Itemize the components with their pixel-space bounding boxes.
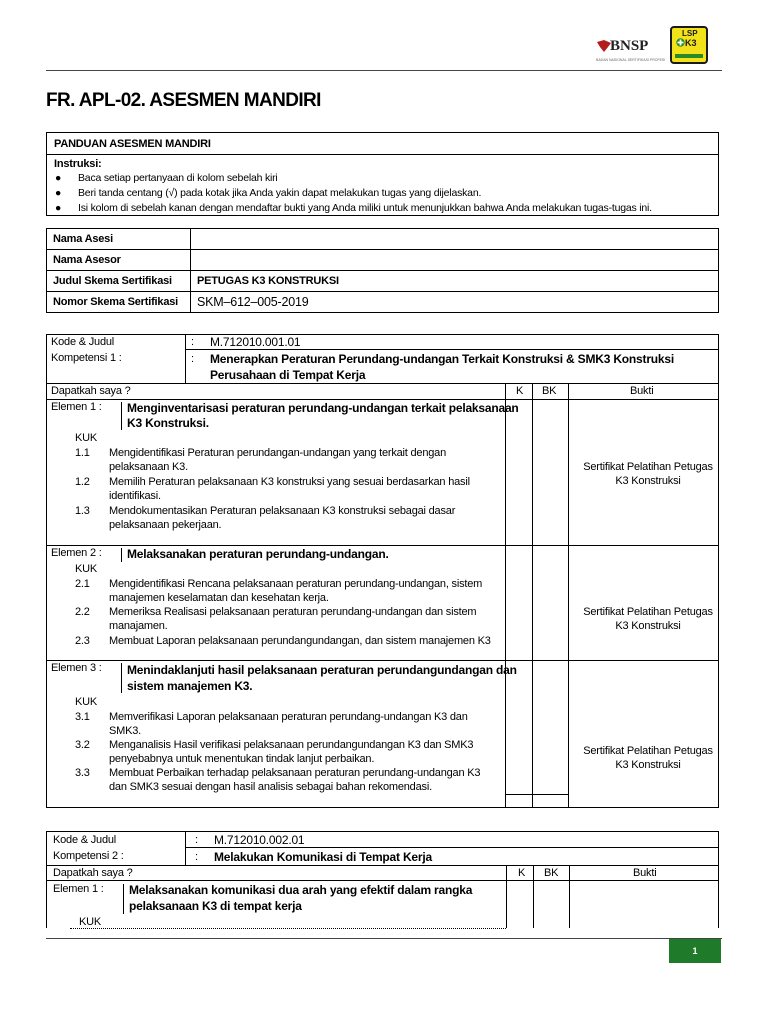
nomor-skema-label: Nomor Skema Sertifikasi <box>47 292 191 313</box>
panduan-heading: PANDUAN ASESMEN MANDIRI <box>47 133 718 155</box>
divider <box>46 383 719 384</box>
elemen-3-label: Elemen 3 : <box>51 662 102 674</box>
unit-2-elemen-1-line1: Melaksanakan komunikasi dua arah yang efektif dalam rangka <box>129 883 473 897</box>
kuk-label: KUK <box>75 696 98 708</box>
bukti-text: Sertifikat Pelatihan Petugas <box>583 745 713 757</box>
col-bukti: Bukti <box>630 385 654 397</box>
divider <box>46 831 719 832</box>
identitas-table <box>46 228 719 313</box>
unit-kompetensi-1 <box>46 334 719 808</box>
divider <box>46 660 719 661</box>
kuk-number: 1.3 <box>75 505 90 517</box>
kuk-text: pelaksanaan K3. <box>109 461 188 473</box>
kuk-number: 2.2 <box>75 606 90 618</box>
kuk-label: KUK <box>79 916 102 928</box>
bk-checkbox[interactable] <box>533 545 568 660</box>
kuk-text: Memilih Peraturan pelaksanaan K3 konstruksi yang sesuai berdasarkan hasil <box>109 476 470 488</box>
nama-asesi-label: Nama Asesi <box>47 229 191 250</box>
nama-asesor-label: Nama Asesor <box>47 250 191 271</box>
judul-skema-label: Judul Skema Sertifikasi <box>47 271 191 292</box>
kuk-number: 2.1 <box>75 578 90 590</box>
elemen-1-label: Elemen 1 : <box>51 401 102 413</box>
bukti-text: Sertifikat Pelatihan Petugas <box>583 606 713 618</box>
kompetensi-1-label: Kompetensi 1 : <box>51 352 122 364</box>
col-k: K <box>516 385 524 397</box>
elemen-3-title-line1: Menindaklanjuti hasil pelaksanaan peraturan perundangundangan dan <box>127 663 517 677</box>
divider <box>505 794 568 795</box>
colon: : <box>195 834 198 846</box>
bnsp-logo-subtitle: BADAN NASIONAL SERTIFIKASI PROFESI <box>596 58 666 62</box>
lsp-logo-bar <box>675 54 703 58</box>
divider <box>46 399 719 400</box>
kuk-text: Menganalisis Hasil verifikasi pelaksanaan perundangundangan K3 dan SMK3 <box>109 739 474 751</box>
bk-checkbox[interactable] <box>534 880 569 928</box>
kuk-text: Mengidentifikasi Rencana pelaksanaan peraturan perundang-undangan, sistem <box>109 578 483 590</box>
unit-1-title-line2: Perusahaan di Tempat Kerja <box>210 368 366 382</box>
nama-asesi-field[interactable] <box>191 229 719 250</box>
col-bukti: Bukti <box>633 867 657 879</box>
unit-2-code: M.712010.002.01 <box>214 833 305 847</box>
kuk-text: SMK3. <box>109 725 142 737</box>
kuk-number: 3.1 <box>75 711 90 723</box>
k-checkbox[interactable] <box>505 660 533 794</box>
divider <box>70 928 506 930</box>
bk-checkbox[interactable] <box>533 399 568 545</box>
elemen-1-title-line2: K3 Konstruksi. <box>127 416 209 430</box>
bk-checkbox[interactable] <box>533 660 568 794</box>
kode-judul-label: Kode & Judul <box>53 834 117 846</box>
page-number: 1 <box>669 939 721 963</box>
kode-judul-label: Kode & Judul <box>51 336 115 348</box>
instruksi-text: Baca setiap pertanyaan di kolom sebelah kiri <box>78 172 278 184</box>
divider <box>121 663 122 693</box>
kuk-number: 1.2 <box>75 476 90 488</box>
instruksi-item: ● Beri tanda centang (√) pada kotak jika Anda yakin dapat melakukan tugas yang dijelaskan. <box>55 187 482 199</box>
divider <box>121 548 122 562</box>
table-row <box>47 271 719 292</box>
kuk-text: Memverifikasi Laporan pelaksanaan peraturan perundang-undangan K3 dan <box>109 711 468 723</box>
kuk-label: KUK <box>75 432 98 444</box>
unit-1-code: M.712010.001.01 <box>210 335 301 349</box>
divider <box>46 545 719 546</box>
divider <box>185 847 719 848</box>
kuk-label: KUK <box>75 563 98 575</box>
unit-2-title: Melakukan Komunikasi di Tempat Kerja <box>214 850 432 864</box>
divider <box>185 831 186 865</box>
col-dapatkah: Dapatkah saya ? <box>53 867 133 879</box>
elemen-2-title-line1: Melaksanakan peraturan perundang-undangan. <box>127 547 389 561</box>
divider <box>569 865 570 928</box>
kuk-number: 2.3 <box>75 635 90 647</box>
bnsp-logo <box>596 36 666 66</box>
instruksi-label: Instruksi: <box>54 158 102 170</box>
elemen-1-label: Elemen 1 : <box>53 883 104 895</box>
lsp-logo-k3-text: K3 <box>685 38 697 48</box>
k-checkbox[interactable] <box>505 545 533 660</box>
kuk-text: manajemen keselamatan dan kesehatan kerja. <box>109 592 329 604</box>
elemen-1-title-line1: Menginventarisasi peraturan perundang-undangan terkait pelaksanaan <box>127 401 519 415</box>
bukti-text: Sertifikat Pelatihan Petugas <box>583 461 713 473</box>
divider <box>123 884 124 914</box>
instruksi-text: Isi kolom di sebelah kanan dengan mendaftar bukti yang Anda miliki untuk menunjukkan bahwa Anda melakukan tugas-tugas ini. <box>78 202 652 214</box>
lsp-k3-logo <box>670 26 708 64</box>
divider <box>46 880 719 881</box>
document-title: FR. APL-02. ASESMEN MANDIRI <box>46 90 321 111</box>
instruksi-item: ● Isi kolom di sebelah kanan dengan mendaftar bukti yang Anda miliki untuk menunjukkan bahwa Anda melakukan tugas-tugas ini. <box>55 202 652 214</box>
kuk-text: Mendokumentasikan Peraturan pelaksanaan K3 konstruksi sebagai dasar <box>109 505 456 517</box>
kuk-text: Memeriksa Realisasi pelaksanaan peraturan perundang-undangan dan sistem <box>109 606 477 618</box>
kompetensi-2-label: Kompetensi 2 : <box>53 850 124 862</box>
table-row <box>47 250 719 271</box>
kuk-text: identifikasi. <box>109 490 161 502</box>
kuk-number: 1.1 <box>75 447 90 459</box>
nomor-skema-value: SKM–612–005-2019 <box>191 292 719 313</box>
unit-2-elemen-1-line2: pelaksanaan K3 di tempat kerja <box>129 899 302 913</box>
col-bk: BK <box>544 867 559 879</box>
divider <box>568 383 569 808</box>
bukti-text: K3 Konstruksi <box>615 759 681 771</box>
divider <box>185 349 719 350</box>
col-k: K <box>518 867 526 879</box>
panduan-box <box>46 132 719 216</box>
instruksi-list <box>47 171 652 216</box>
bukti-text: K3 Konstruksi <box>615 475 681 487</box>
kuk-text: pelaksanaan pekerjaan. <box>109 519 222 531</box>
instruksi-item: ● Baca setiap pertanyaan di kolom sebelah kiri <box>55 172 278 184</box>
kuk-number: 3.2 <box>75 739 90 751</box>
colon: : <box>191 353 194 365</box>
elemen-3-title-line2: sistem manajemen K3. <box>127 679 253 693</box>
bnsp-logo-text: BNSP <box>610 38 649 54</box>
kuk-text: penyebabnya untuk menentukan tindak lanjut perbaikan. <box>109 753 375 765</box>
col-bk: BK <box>542 385 557 397</box>
judul-skema-value: PETUGAS K3 KONSTRUKSI <box>191 271 719 292</box>
instruksi-text: Beri tanda centang (√) pada kotak jika Anda yakin dapat melakukan tugas yang dijelaskan. <box>78 187 482 199</box>
unit-1-title-line1: Menerapkan Peraturan Perundang-undangan Terkait Konstruksi & SMK3 Konstruksi <box>210 352 675 366</box>
k-checkbox[interactable] <box>506 880 533 928</box>
divider <box>46 865 719 866</box>
kuk-text: dan SMK3 sesuai dengan hasil analisis sebagai bahan rekomendasi. <box>109 781 432 793</box>
bukti-text: K3 Konstruksi <box>615 620 681 632</box>
kuk-text: Membuat Perbaikan terhadap pelaksanaan peraturan perundang-undangan K3 <box>109 767 481 779</box>
footer-divider <box>46 938 722 939</box>
table-row <box>47 229 719 250</box>
table-row <box>47 292 719 313</box>
k3-cross-icon <box>676 38 685 47</box>
unit-kompetensi-2 <box>46 831 719 928</box>
lsp-logo-text: LSP <box>682 29 698 38</box>
kuk-text: Membuat Laporan pelaksanaan perundangundangan, dan sistem manajemen K3 <box>109 635 491 647</box>
kuk-text: Mengidentifikasi Peraturan perundangan-undangan yang terkait dengan <box>109 447 447 459</box>
header-divider <box>46 70 722 71</box>
colon: : <box>195 851 198 863</box>
colon: : <box>191 336 194 348</box>
divider <box>121 402 122 430</box>
divider <box>185 334 186 383</box>
nama-asesor-field[interactable] <box>191 250 719 271</box>
kuk-text: manajamen. <box>109 620 168 632</box>
col-dapatkah: Dapatkah saya ? <box>51 385 131 397</box>
elemen-2-label: Elemen 2 : <box>51 547 102 559</box>
kuk-number: 3.3 <box>75 767 90 779</box>
k-checkbox[interactable] <box>505 399 533 545</box>
